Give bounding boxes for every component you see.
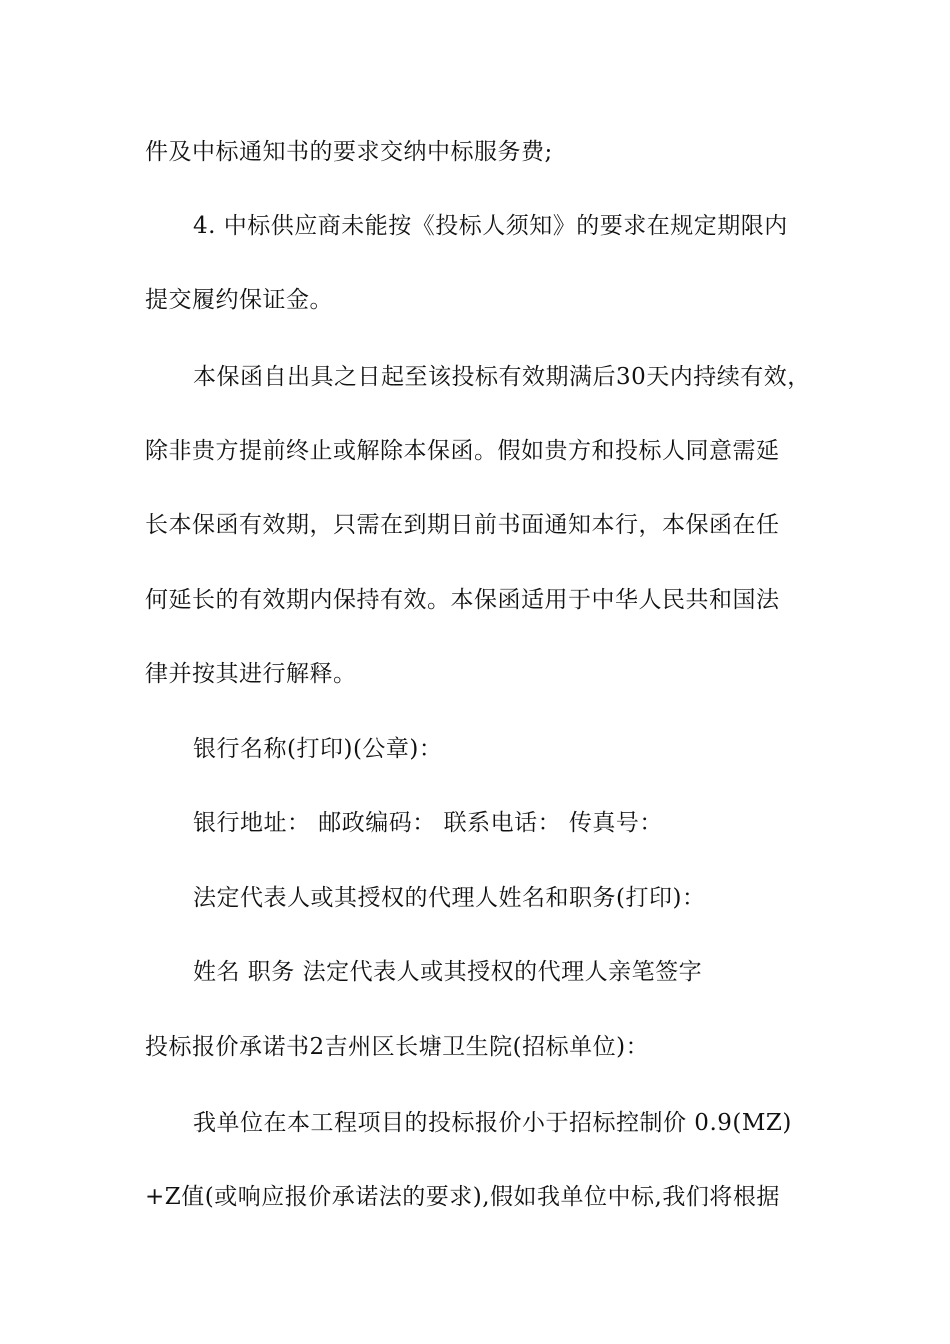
text-line: 银行名称(打印)(公章)： (193, 736, 443, 762)
text-line: 法定代表人或其授权的代理人姓名和职务(打印)： (193, 885, 706, 911)
text-line: 4. 中标供应商未能按《投标人须知》的要求在规定期限内 (193, 213, 788, 239)
text-line: 件及中标通知书的要求交纳中标服务费; (145, 139, 553, 165)
text-line: 投标报价承诺书2吉州区长塘卫生院(招标单位)： (145, 1034, 650, 1060)
text-line: 长本保函有效期，只需在到期日前书面通知本行，本保函在任 (145, 512, 780, 538)
text-line: 本保函自出具之日起至该投标有效期满后30天内持续有效， (193, 364, 811, 390)
text-line: 何延长的有效期内保持有效。本保函适用于中华人民共和国法 (145, 587, 780, 613)
text-line: 提交履约保证金。 (145, 287, 333, 313)
text-line: +Z值(或响应报价承诺法的要求),假如我单位中标,我们将根据 (145, 1184, 780, 1210)
text-line: 律并按其进行解释。 (145, 661, 357, 687)
text-line: 除非贵方提前终止或解除本保函。假如贵方和投标人同意需延 (145, 438, 780, 464)
text-line: 银行地址： 邮政编码： 联系电话： 传真号： (193, 810, 663, 836)
text-line: 我单位在本工程项目的投标报价小于招标控制价 0.9(MZ) (193, 1110, 792, 1136)
text-line: 姓名 职务 法定代表人或其授权的代理人亲笔签字 (193, 959, 703, 985)
